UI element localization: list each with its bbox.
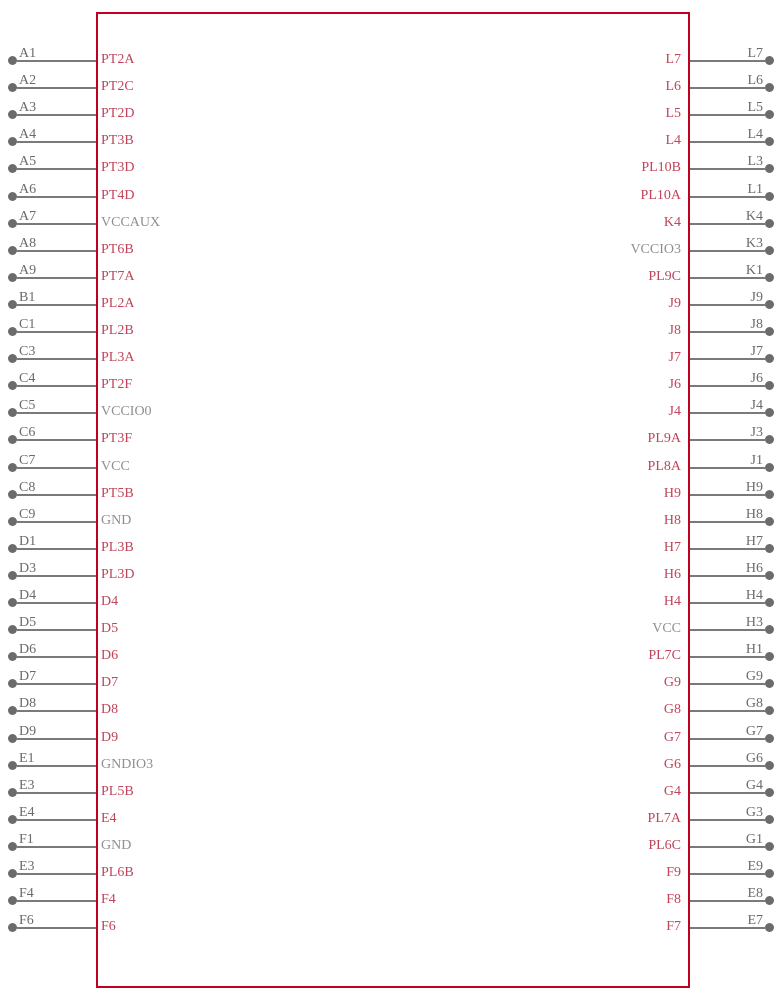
pin-name-label: F4 (101, 892, 116, 908)
pin-name-label: PT6B (101, 241, 134, 257)
pin-pad-icon (765, 896, 774, 905)
pin-name-label: VCCAUX (101, 214, 161, 230)
pin-number-label: A5 (19, 154, 37, 170)
pin-pad-icon (765, 517, 774, 526)
pin-G9[interactable] (0, 669, 782, 692)
pin-number-label: L3 (747, 154, 763, 170)
pin-number-label: J8 (750, 317, 763, 332)
pin-number-label: J6 (750, 371, 763, 387)
pin-number-label: L4 (747, 127, 763, 143)
pin-number-label: E7 (747, 913, 763, 929)
pin-number-label: C5 (19, 398, 36, 414)
pin-pad-icon (765, 381, 774, 390)
pin-number-label: D8 (19, 696, 37, 712)
pin-name-label: PT2F (101, 377, 133, 393)
pin-name-label: PT4D (101, 187, 135, 203)
pin-E7[interactable] (0, 913, 782, 936)
pin-name-label: G7 (663, 729, 681, 745)
pin-name-label: G8 (663, 702, 681, 718)
pin-number-label: G4 (745, 777, 763, 793)
pin-number-label: A6 (19, 181, 37, 197)
pin-name-label: PL10A (640, 187, 681, 203)
pin-number-label: E4 (19, 804, 35, 820)
pin-number-label: F1 (19, 831, 34, 847)
pin-number-label: E9 (747, 859, 763, 874)
pin-number-label: C1 (19, 317, 36, 332)
pin-number-label: K1 (745, 262, 763, 278)
pin-name-label: J7 (668, 350, 681, 366)
pin-H9[interactable] (0, 479, 782, 503)
pin-number-label: F4 (19, 886, 34, 902)
pin-number-label: L7 (747, 46, 763, 61)
pin-name-label: G9 (663, 675, 681, 691)
pin-E9[interactable] (0, 859, 782, 882)
pin-G4[interactable] (0, 777, 782, 801)
pin-name-label: PL2B (101, 323, 134, 338)
pin-number-label: G9 (745, 669, 763, 685)
pin-number-label: H4 (745, 588, 763, 603)
pin-name-label: D4 (101, 594, 119, 609)
pin-pad-icon (765, 273, 774, 282)
pin-number-label: G7 (745, 723, 763, 739)
pin-number-label: K3 (745, 235, 763, 251)
pin-G8[interactable] (0, 696, 782, 719)
pin-name-label: G6 (663, 756, 681, 772)
pin-pad-icon (765, 869, 774, 878)
pin-name-label: PT2C (101, 79, 134, 95)
pin-H1[interactable] (0, 642, 782, 665)
pin-pad-icon (765, 300, 774, 309)
pin-name-label: PT7A (101, 268, 135, 284)
pin-pad-icon (765, 815, 774, 824)
pin-number-label: C8 (19, 479, 36, 495)
pin-pad-icon (765, 652, 774, 661)
pin-name-label: K4 (663, 214, 681, 230)
pin-number-label: A1 (19, 46, 37, 61)
pin-number-label: B1 (19, 289, 36, 305)
pin-number-label: E3 (19, 777, 35, 793)
pin-name-label: VCC (652, 621, 681, 637)
pin-name-label: L6 (665, 79, 681, 95)
pin-number-label: D5 (19, 615, 37, 631)
pin-number-label: H3 (745, 615, 763, 631)
pin-pad-icon (765, 435, 774, 444)
pin-number-label: K4 (745, 208, 763, 224)
pin-number-label: A7 (19, 208, 37, 224)
pin-pad-icon (765, 246, 774, 255)
pin-name-label: PT5B (101, 485, 134, 501)
pin-number-label: E8 (747, 886, 763, 902)
pin-name-label: GND (101, 837, 132, 853)
pin-number-label: A2 (19, 73, 37, 89)
pin-L4[interactable] (0, 127, 782, 150)
pin-name-label: PL5B (101, 783, 134, 799)
pin-number-label: H9 (745, 479, 763, 495)
pin-name-label: PL3A (101, 350, 135, 366)
pin-name-label: H7 (663, 539, 681, 555)
pin-name-label: G4 (663, 783, 681, 799)
pin-name-label: GND (101, 512, 132, 528)
pin-number-label: A4 (19, 127, 37, 143)
pin-L6[interactable] (0, 73, 782, 96)
pin-number-label: D7 (19, 669, 37, 685)
pin-number-label: D9 (19, 723, 37, 739)
pin-name-label: PT3B (101, 133, 134, 149)
pin-name-label: PL3D (101, 566, 135, 582)
pin-H7[interactable] (0, 533, 782, 557)
pin-pad-icon (765, 923, 774, 932)
pin-number-label: J3 (750, 425, 763, 441)
pin-L3[interactable] (0, 154, 782, 177)
pin-G1[interactable] (0, 831, 782, 855)
pin-L1[interactable] (0, 181, 782, 205)
pin-pad-icon (765, 110, 774, 119)
pin-number-label: J4 (750, 398, 763, 414)
pin-name-label: PL8A (647, 458, 681, 474)
pin-number-label: F6 (19, 913, 34, 929)
pin-name-label: PL6B (101, 865, 134, 880)
pin-pad-icon (765, 788, 774, 797)
pin-name-label: E4 (101, 810, 117, 826)
pin-name-label: D7 (101, 675, 119, 691)
pin-number-label: G6 (745, 750, 763, 766)
pin-name-label: VCC (101, 458, 130, 474)
pin-number-label: J1 (750, 452, 763, 468)
pin-E8[interactable] (0, 886, 782, 909)
pin-J7[interactable] (0, 344, 782, 367)
pin-name-label: PT3F (101, 431, 133, 447)
pin-L5[interactable] (0, 100, 782, 123)
pin-pad-icon (765, 219, 774, 228)
pin-name-label: PL2A (101, 295, 135, 311)
pin-name-label: J4 (668, 404, 681, 420)
pin-number-label: H6 (745, 560, 763, 576)
pin-number-label: H7 (745, 533, 763, 549)
pin-J6[interactable] (0, 371, 782, 394)
pin-pad-icon (765, 192, 774, 201)
pin-name-label: PL7C (648, 648, 681, 664)
pin-name-label: J6 (668, 377, 681, 393)
pin-name-label: PL6C (648, 837, 681, 853)
pin-name-label: L4 (665, 133, 681, 149)
pin-name-label: L5 (665, 106, 681, 122)
pin-name-label: PT3D (101, 160, 135, 176)
pin-number-label: J7 (750, 344, 763, 360)
pin-number-label: L5 (747, 100, 763, 116)
pin-pad-icon (765, 354, 774, 363)
pin-number-label: J9 (750, 289, 763, 305)
pin-H3[interactable] (0, 615, 782, 638)
pin-name-label: D8 (101, 702, 119, 718)
pin-name-label: PL9C (648, 268, 681, 284)
pin-H6[interactable] (0, 560, 782, 584)
pin-name-label: PL9A (647, 431, 681, 447)
pin-pad-icon (765, 544, 774, 553)
pin-name-label: J9 (668, 295, 681, 311)
pin-name-label: H4 (663, 594, 681, 609)
pin-number-label: C3 (19, 344, 36, 360)
pin-number-label: E3 (19, 859, 35, 874)
pin-pad-icon (765, 56, 774, 65)
pin-number-label: C6 (19, 425, 36, 441)
pin-J4[interactable] (0, 398, 782, 421)
pin-number-label: G3 (745, 804, 763, 820)
pin-name-label: GNDIO3 (101, 756, 154, 772)
pin-name-label: H8 (663, 512, 681, 528)
pin-number-label: A3 (19, 100, 37, 116)
pin-pad-icon (765, 408, 774, 417)
pin-J9[interactable] (0, 289, 782, 313)
pin-name-label: PL7A (647, 810, 681, 826)
pin-number-label: C4 (19, 371, 36, 387)
pin-name-label: L7 (665, 52, 681, 67)
pin-number-label: H1 (745, 642, 763, 658)
pin-K4[interactable] (0, 208, 782, 232)
pin-number-label: D3 (19, 560, 37, 576)
pin-G7[interactable] (0, 723, 782, 747)
pin-name-label: F9 (666, 865, 681, 880)
pin-number-label: D6 (19, 642, 37, 658)
pin-name-label: F7 (666, 919, 681, 935)
pin-number-label: C9 (19, 506, 36, 522)
pin-pad-icon (765, 463, 774, 472)
pin-name-label: PL3B (101, 539, 134, 555)
pin-pad-icon (765, 706, 774, 715)
pin-J1[interactable] (0, 452, 782, 476)
pin-pad-icon (765, 842, 774, 851)
pin-name-label: PT2D (101, 106, 135, 122)
pin-pad-icon (765, 761, 774, 770)
pin-number-label: L1 (747, 181, 763, 197)
pin-number-label: D4 (19, 588, 37, 603)
pin-name-label: VCCIO3 (630, 241, 681, 257)
pin-pad-icon (765, 679, 774, 688)
pin-name-label: F8 (666, 892, 681, 908)
pin-name-label: PL10B (641, 160, 681, 176)
pin-number-label: L6 (747, 73, 763, 89)
pin-number-label: D1 (19, 533, 37, 549)
pin-number-label: C7 (19, 452, 36, 468)
pin-number-label: A8 (19, 235, 37, 251)
pin-K1[interactable] (0, 262, 782, 286)
pin-pad-icon (765, 598, 774, 607)
pin-name-label: D5 (101, 621, 119, 637)
pin-number-label: H8 (745, 506, 763, 522)
pin-L7[interactable] (0, 46, 782, 69)
pin-pad-icon (765, 164, 774, 173)
pin-number-label: A9 (19, 262, 37, 278)
pin-number-label: G1 (745, 831, 763, 847)
pin-number-label: E1 (19, 750, 35, 766)
pin-name-label: F6 (101, 919, 116, 935)
pin-pad-icon (765, 137, 774, 146)
pin-G6[interactable] (0, 750, 782, 774)
pin-H4[interactable] (0, 588, 782, 611)
pin-G3[interactable] (0, 804, 782, 828)
pin-name-label: VCCIO0 (101, 404, 152, 420)
pin-pad-icon (765, 83, 774, 92)
pin-name-label: D9 (101, 729, 119, 745)
pin-name-label: J8 (668, 323, 681, 338)
pin-pad-icon (765, 327, 774, 336)
pin-J3[interactable] (0, 425, 782, 448)
pin-pad-icon (765, 625, 774, 634)
pin-H8[interactable] (0, 506, 782, 530)
pin-J8[interactable] (0, 317, 782, 340)
pin-K3[interactable] (0, 235, 782, 259)
pin-name-label: H9 (663, 485, 681, 501)
pin-number-label: G8 (745, 696, 763, 712)
pin-pad-icon (765, 571, 774, 580)
pin-pad-icon (765, 734, 774, 743)
pin-name-label: PT2A (101, 52, 135, 67)
pin-name-label: D6 (101, 648, 119, 664)
pin-name-label: H6 (663, 566, 681, 582)
pin-pad-icon (765, 490, 774, 499)
